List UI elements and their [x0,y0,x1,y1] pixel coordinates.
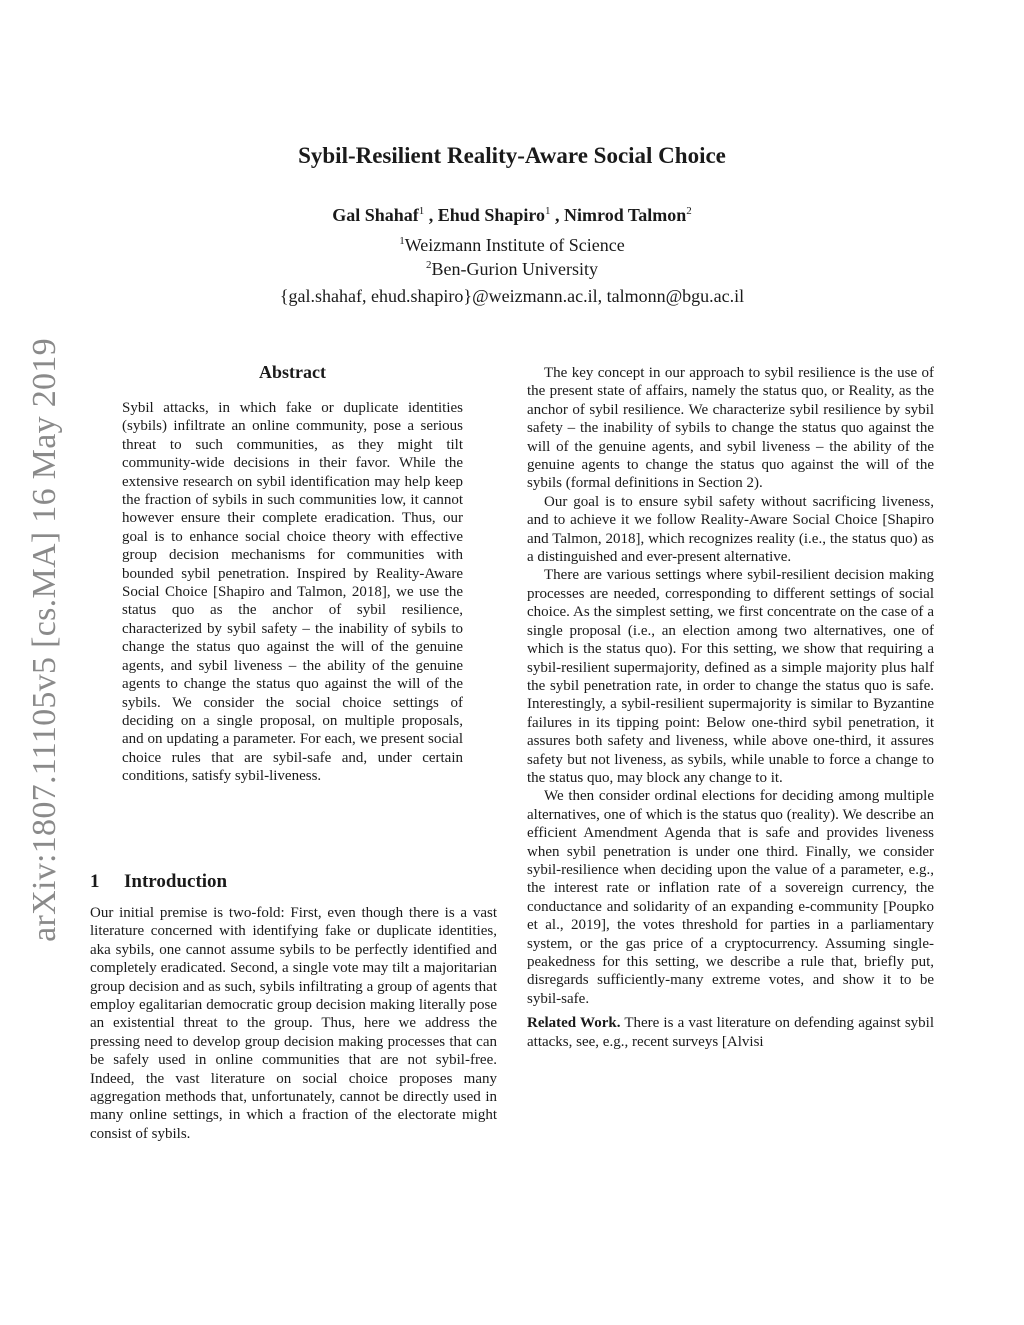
intro-paragraph: Our initial premise is two-fold: First, even though there is a vast literature concerned with identifying fake or duplicate identities, aka sybils, one cannot assume sybils to be perfectly identified and completely eradicated. Second, a single vote may tilt a majoritarian group decision and as such, sybils infiltrating a group of agents that employ egalitarian democratic group decision making literally pose an existential threat to the group. Thus, here we address the pressing need to develop group decision making processes that can be safely used in online communities that are not sybil-free. Indeed, the vast literature on social choice proposes many aggregation methods that, unfortunately, cannot be directly used in many online settings, in which a fraction of the electorate might consist of sybils. [90,905,497,1142]
arxiv-identifier[interactable]: arXiv:1807.11105v5 [cs.MA] 16 May 2019 [26,338,63,942]
affiliation-marker: 1 [418,205,425,217]
author-name: Gal Shahaf [332,205,419,225]
affiliation-marker: 2 [426,259,432,271]
abstract-paragraph: Sybil attacks, in which fake or duplicate identities (sybils) infiltrate an online community, pose a serious threat to such communities, as they might tilt community-wide decisions in their favor. While the extensive research on sybil identification may help keep the fraction of sybils in such communities low, it cannot however ensure their complete eradication. Thus, our goal is to enhance social choice theory with effective group decision mechanisms for communities with bounded sybil penetration. Inspired by Reality-Aware Social Choice [Shapiro and Talmon, 2018], we use the status quo as the anchor of sybil resilience, characterized by sybil safety – the inability of sybils to change the status quo against the will of the genuine agents, and sybil liveness – the ability of the genuine agents to change the status quo against the will of the sybils. We consider the social choice settings of deciding on a single proposal, on multiple proposals, and on updating a parameter. For each, we present social choice rules that are sybil-safe and, under certain conditions, satisfy sybil-liveness. [122,400,463,785]
affiliation-name: Ben-Gurion University [431,259,598,279]
author-emails: {gal.shahaf, ehud.shapiro}@weizmann.ac.il, talmonn@bgu.ac.il [279,286,745,306]
right-column [527,364,934,1051]
affiliation-2 [0,259,1024,280]
section-heading-introduction [90,871,227,893]
author-name: Nimrod Talmon [564,205,687,225]
affiliation-marker: 2 [686,205,692,217]
affiliation-name: Weizmann Institute of Science [404,235,625,255]
section-number: 1 [90,871,100,892]
author-list [0,205,1024,226]
abstract-heading: Abstract [259,362,326,382]
author-separator: , [550,205,565,225]
related-work-text: There is a vast literature on defending against sybil attacks, see, e.g., recent surveys [Alvisi [527,1015,934,1050]
related-work-paragraph [527,1014,934,1051]
related-work-label: Related Work. [527,1015,621,1032]
body-paragraph: There are various settings where sybil-resilient decision making processes are needed, corresponding to different settings of social choice. As the simplest setting, we first concentrate on the case of a single proposal (i.e., an election among two alternatives, one of which is the status quo). For this setting, we show that requiring a sybil-resilient supermajority, defined as a simple majority plus half the sybil penetration rate, in order to change the status quo is safe. Interestingly, a sybil-resilient supermajority is similar to Byzantine failures in its tipping point: Below one-third sybil penetration, it assures both safety and liveness, while above one-third, it assures safety but not liveness, as sybils, while unable to force a change to the status quo, may block any change to it. [527,567,934,786]
author-name: Ehud Shapiro [437,205,546,225]
introduction-body [90,904,497,1143]
body-paragraph: We then consider ordinal elections for deciding among multiple alternatives, one of which is the status quo (reality). We describe an efficient Amendment Agenda that is safe and provides liveness when sybil penetration is under one third. Finally, we consider sybil-resilience when deciding upon the value of a parameter, e.g., the interest rate or inflation rate of a sovereign currency, the conductance and solidarity of an expanding e-community [Poupko et al., 2019], the votes threshold for parties in a parliamentary system, or the gas price of a cryptocurrency. Assuming single-peakedness for this setting, we describe a rule that, briefly put, disregards sufficiently-many extreme votes, and show it to be sybil-safe. [527,788,934,1007]
affiliation-marker: 1 [545,205,551,217]
affiliation-1 [0,235,1024,256]
abstract-body [122,399,463,786]
author-separator: , [424,205,438,225]
affiliation-marker: 1 [399,235,405,247]
paper-title: Sybil-Resilient Reality-Aware Social Choice [298,143,726,168]
body-paragraph: The key concept in our approach to sybil resilience is the use of the present state of affairs, namely the status quo, or Reality, as the anchor of sybil resilience. We characterize sybil resilience by sybil safety – the inability of sybils to change the status quo against the will of the genuine agents, and sybil liveness – the ability of the genuine agents to change the status quo against the will of the sybils (formal definitions in Section 2). [527,365,934,492]
section-title: Introduction [124,871,228,892]
body-paragraph: Our goal is to ensure sybil safety without sacrificing liveness, and to achieve it we follow Reality-Aware Social Choice [Shapiro and Talmon, 2018], which recognizes reality (i.e., the status quo) as a distinguished and ever-present alternative. [527,493,934,566]
